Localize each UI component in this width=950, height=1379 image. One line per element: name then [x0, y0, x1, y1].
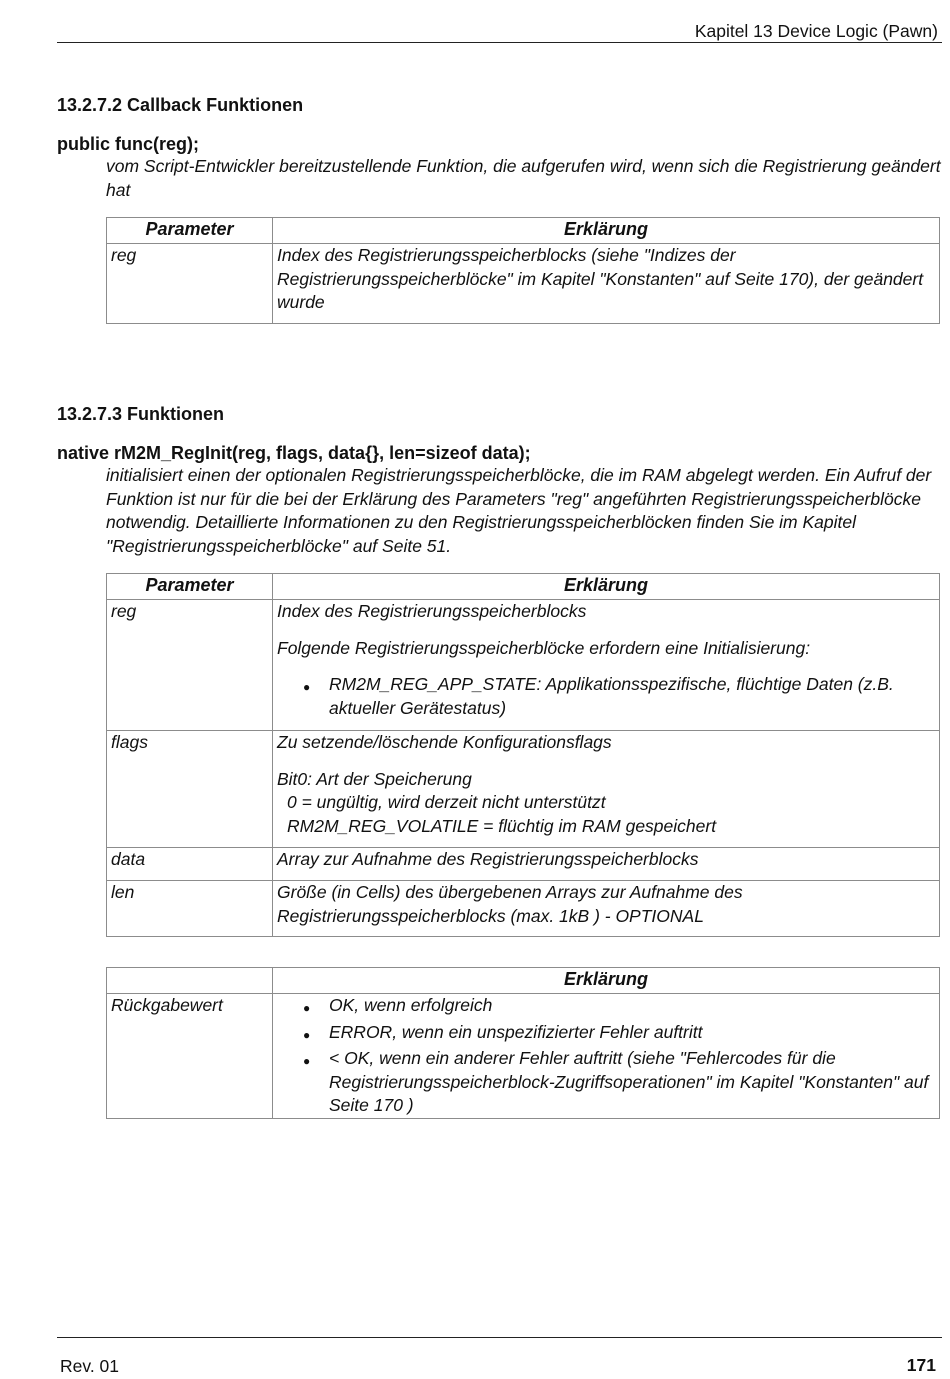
column-header-explanation: Erklärung — [273, 574, 940, 600]
column-header-explanation: Erklärung — [273, 218, 940, 244]
explanation-line: Zu setzende/löschende Konfigurationsflags — [277, 732, 612, 752]
table-row — [107, 848, 940, 881]
function-signature-reginit: native rM2M_RegInit(reg, flags, data{}, len=sizeof data); — [57, 443, 531, 463]
explanation-line: Folgende Registrierungsspeicherblöcke erfordern eine Initialisierung: — [277, 637, 811, 658]
return-value-explanation — [273, 994, 940, 1119]
column-header-empty — [107, 968, 273, 994]
list-item — [303, 1047, 935, 1118]
explanation-line: Index des Registrierungsspeicherblocks — [277, 601, 587, 621]
param-name-len: len — [107, 881, 273, 937]
column-header-parameter: Parameter — [107, 218, 273, 244]
bullet-icon: ● — [303, 1001, 311, 1015]
param-name-reg: reg — [107, 244, 273, 324]
list-item — [303, 994, 935, 1021]
bullet-icon: ● — [303, 1054, 311, 1068]
parameter-table-func — [106, 217, 940, 324]
param-explanation-data: Array zur Aufnahme des Registrierungsspeicherblocks — [273, 848, 940, 881]
list-item-text: ERROR, wenn ein unspezifizierter Fehler auftritt — [329, 1021, 703, 1042]
table-header-row — [107, 218, 940, 244]
bullet-icon: ● — [303, 680, 311, 694]
table-row — [107, 994, 940, 1119]
param-explanation-len: Größe (in Cells) des übergebenen Arrays zur Aufnahme des Registrierungsspeicherblocks (max. 1kB ) - OPTIONAL — [273, 881, 940, 937]
bullet-icon: ● — [303, 1027, 311, 1042]
section-heading-functions: 13.2.7.3 Funktionen — [57, 404, 225, 424]
param-name-flags: flags — [107, 731, 273, 848]
table-row — [107, 600, 940, 731]
page-number: 171 — [906, 1355, 936, 1375]
function-description-reginit: initialisiert einen der optionalen Registrierungsspeicherblöcke, die im RAM abgelegt werden. Ein Aufruf der Funktion ist nur für die bei der Erklärung des Parameters "reg" angeführten Registrierungsspeicherblöcke notwendig. Detaillierte Informationen zu den Registrierungsspeicherblöcken finden Sie im Kapitel "Registrierungsspeicherblöcke" auf Seite 51. — [106, 465, 932, 556]
list-item — [303, 673, 935, 720]
param-explanation-flags — [273, 731, 940, 848]
list-item — [303, 1021, 935, 1048]
function-description-func: vom Script-Entwickler bereitzustellende Funktion, die aufgerufen wird, wenn sich die Registrierung geändert hat — [106, 156, 941, 200]
explanation-line: 0 = ungültig, wird derzeit nicht unterstützt — [287, 792, 606, 812]
param-name-reg: reg — [107, 600, 273, 731]
param-explanation-reg — [273, 600, 940, 731]
footer-rule — [57, 1337, 942, 1338]
column-header-parameter: Parameter — [107, 574, 273, 600]
return-value-table — [106, 967, 940, 1119]
table-row — [107, 881, 940, 937]
list-item-text: < OK, wenn ein anderer Fehler auftritt (siehe "Fehlercodes für die Registrierungsspeicherblock-Zugriffsoperationen" im Kapitel "Konstanten" auf Seite 170 ) — [329, 1048, 929, 1115]
table-header-row — [107, 574, 940, 600]
explanation-line: RM2M_REG_VOLATILE = flüchtig im RAM gespeichert — [287, 815, 717, 836]
section-heading-callback: 13.2.7.2 Callback Funktionen — [57, 95, 304, 115]
table-row — [107, 244, 940, 324]
return-value-label: Rückgabewert — [107, 994, 273, 1119]
list-item-text: RM2M_REG_APP_STATE: Applikationsspezifische, flüchtige Daten (z.B. aktueller Gerätestatus) — [329, 674, 894, 718]
param-explanation-reg: Index des Registrierungsspeicherblocks (siehe "Indizes der Registrierungsspeicherblöcke" im Kapitel "Konstanten" auf Seite 170), der geändert wurde — [273, 244, 940, 324]
table-header-row — [107, 968, 940, 994]
parameter-table-reginit — [106, 573, 940, 937]
explanation-line: Bit0: Art der Speicherung — [277, 768, 472, 789]
table-row — [107, 731, 940, 848]
header-rule — [57, 42, 942, 43]
chapter-header: Kapitel 13 Device Logic (Pawn) — [694, 21, 938, 41]
list-item-text: OK, wenn erfolgreich — [329, 995, 493, 1015]
function-signature-func: public func(reg); — [57, 134, 199, 154]
column-header-explanation: Erklärung — [273, 968, 940, 994]
revision-label: Rev. 01 — [60, 1356, 120, 1376]
param-name-data: data — [107, 848, 273, 881]
